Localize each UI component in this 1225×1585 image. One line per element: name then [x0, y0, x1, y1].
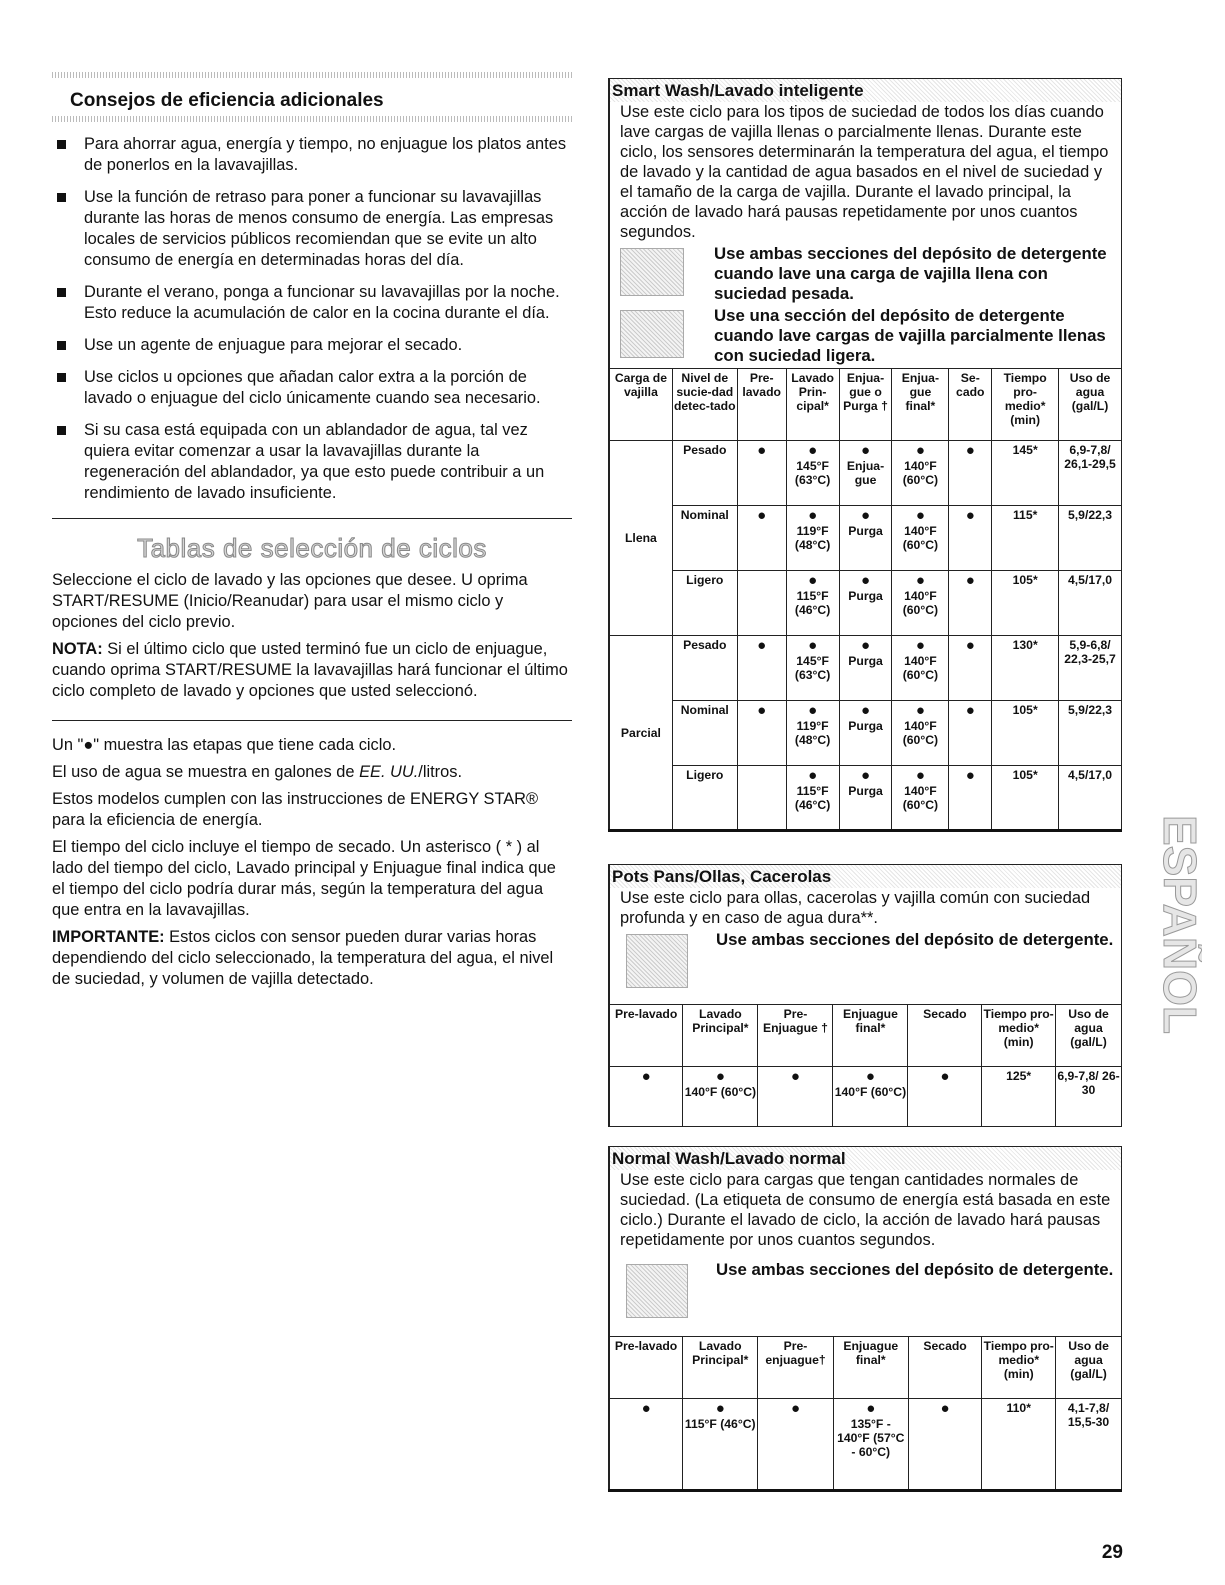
detergent-note — [620, 244, 1115, 304]
temp-value: 140°F (60°C) — [902, 589, 939, 617]
detergent-note-text: Use ambas secciones del depósito de detergente. — [716, 930, 1114, 949]
nota-label: NOTA: — [52, 640, 103, 658]
col-header: Secado — [908, 1337, 982, 1399]
water-use-note — [52, 762, 572, 783]
time-cell: 145* — [992, 441, 1059, 506]
final-cell: ● 140°F (60°C) — [833, 1067, 908, 1127]
dry-cell: ● — [949, 766, 992, 831]
rinse-cell: ● Purga — [839, 636, 892, 701]
temp-value: 140°F (60°C) — [902, 459, 939, 487]
level-cell: Nominal — [672, 506, 737, 571]
col-header: Enjuague final* — [833, 1337, 908, 1399]
detergent-dispenser-icon — [626, 934, 688, 988]
language-label-svg — [1152, 815, 1202, 1065]
pots-pans-table — [608, 1004, 1122, 1127]
col-header: Nivel de sucie-dad detec-tado — [672, 369, 737, 441]
final-cell: ● 140°F (60°C) — [892, 506, 949, 571]
level-cell: Pesado — [672, 441, 737, 506]
prewash-cell: ● — [609, 1399, 683, 1491]
dotted-rule — [52, 116, 572, 122]
rinse-cell: ● Purga — [839, 571, 892, 636]
normal-desc-text: Use este ciclo para cargas que tengan cantidades normales de suciedad. (La etiqueta de consumo de energía está basada en este ciclo.) Durante el lavado de ciclo, la acción de lavado hará pausas repetidamente por unos cuantos segundos. — [620, 1171, 1111, 1249]
prewash-cell: ● — [737, 506, 786, 571]
pots-pans-description — [608, 888, 1122, 1004]
rinse-value: Purga — [848, 524, 883, 538]
smart-wash-table — [608, 368, 1122, 832]
dry-cell: ● — [908, 1067, 982, 1127]
water-use-em: EE. UU. — [359, 763, 419, 781]
smart-wash-desc-text: Use este ciclo para los tipos de suciedad de todos los días cuando lave cargas de vajilla llenas o parcialmente llenas. Durante este ciclo, los sensores determinarán la temperatura del agua, el tiempo de lavado y la cantidad de agua basados en el nivel de suciedad y el tamaño de la carga de vajilla. Durante el lavado principal, la acción de lavado hará pausas repetidamente por unos cuantos segundos. — [620, 103, 1109, 241]
divider — [52, 720, 572, 721]
water-use-text-end: /litros. — [418, 763, 462, 781]
col-header: Lavado Principal* — [683, 1005, 758, 1067]
col-header: Enjuague final* — [833, 1005, 908, 1067]
time-cell: 125* — [982, 1067, 1056, 1127]
page-number: 29 — [1101, 1542, 1123, 1563]
col-header: Pre-enjuague† — [758, 1337, 834, 1399]
importante-text: Estos ciclos con sensor pueden durar varias horas dependiendo del ciclo seleccionado, la temperatura del agua, el nivel de suciedad, y volumen de vajilla detectado. — [52, 928, 554, 988]
mainwash-cell: ● 145°F (63°C) — [786, 636, 839, 701]
col-header: Uso de agua (gal/L) — [1059, 369, 1122, 441]
rinse-value: Purga — [848, 654, 883, 668]
water-cell: 6,9-7,8/ 26-30 — [1056, 1067, 1122, 1127]
prewash-cell: ● — [609, 1067, 683, 1127]
efficiency-tips-list — [52, 134, 572, 504]
temp-value: 140°F (60°C) — [902, 719, 939, 747]
rinse-cell: ● Enjua-gue — [839, 441, 892, 506]
prewash-cell: ● — [737, 441, 786, 506]
water-cell: 6,9-7,8/ 26,1-29,5 — [1059, 441, 1122, 506]
final-cell: ● 140°F (60°C) — [892, 701, 949, 766]
col-header: Lavado Principal* — [683, 1337, 758, 1399]
time-cell: 115* — [992, 506, 1059, 571]
level-cell: Pesado — [672, 636, 737, 701]
dry-cell: ● — [949, 506, 992, 571]
mainwash-cell: ● 115°F (46°C) — [786, 571, 839, 636]
table-row — [609, 766, 1122, 831]
normal-wash-table — [608, 1336, 1122, 1492]
dry-cell: ● — [908, 1399, 982, 1491]
level-cell: Ligero — [672, 766, 737, 831]
dry-cell: ● — [949, 571, 992, 636]
water-cell: 5,9/22,3 — [1059, 506, 1122, 571]
col-header: Enjua-gue o Purga † — [839, 369, 892, 441]
time-cell: 105* — [992, 766, 1059, 831]
water-cell: 5,9-6,8/ 22,3-25,7 — [1059, 636, 1122, 701]
final-cell: ● 140°F (60°C) — [892, 636, 949, 701]
table-row — [609, 506, 1122, 571]
tip-item: Use un agente de enjuague para mejorar el secado. — [52, 335, 572, 356]
col-header: Tiempo pro-medio* (min) — [982, 1005, 1056, 1067]
dry-cell: ● — [949, 701, 992, 766]
temp-value: 115°F (46°C) — [794, 589, 831, 617]
col-header: Pre-lavado — [609, 1005, 683, 1067]
rinse-value: Enjua-gue — [846, 459, 885, 487]
tip-item: Si su casa está equipada con un ablandador de agua, tal vez quiera evitar comenzar a usar la lavavajillas durante la regeneración del ablandador, ya que esto puede contribuir a un rendimiento de lavado insuficiente. — [52, 420, 572, 504]
cycle-tables-title: Tablas de selección de ciclos — [137, 533, 487, 563]
smart-wash-section — [608, 78, 1122, 832]
time-cell: 110* — [982, 1399, 1056, 1491]
time-cell: 130* — [992, 636, 1059, 701]
detergent-dispenser-icon — [620, 248, 684, 296]
energy-star-note: Estos modelos cumplen con las instrucciones de ENERGY STAR® para la eficiencia de energía. — [52, 790, 539, 829]
tip-item: Durante el verano, ponga a funcionar su lavavajillas por la noche. Esto reduce la acumulación de calor en la cocina durante el día. — [52, 282, 572, 324]
tip-item: Para ahorrar agua, energía y tiempo, no enjuague los platos antes de ponerlos en la lavavajillas. — [52, 134, 572, 176]
mainwash-cell: ● 145°F (63°C) — [786, 441, 839, 506]
time-cell: 105* — [992, 701, 1059, 766]
temp-value: 119°F (48°C) — [794, 524, 831, 552]
mainwash-cell: ● 119°F (48°C) — [786, 506, 839, 571]
col-header: Pre-lavado — [609, 1337, 683, 1399]
detergent-note-text: Use ambas secciones del depósito de detergente. — [716, 1260, 1114, 1279]
level-cell: Ligero — [672, 571, 737, 636]
dry-cell: ● — [949, 636, 992, 701]
time-cell: 105* — [992, 571, 1059, 636]
temp-value: 140°F (60°C) — [834, 1085, 907, 1099]
load-cell: Llena — [609, 441, 672, 636]
col-header: Uso de agua (gal/L) — [1056, 1005, 1122, 1067]
smart-wash-title: Smart Wash/Lavado inteligente — [608, 78, 1122, 102]
prewash-cell — [737, 571, 786, 636]
prerinse-cell: ● — [758, 1067, 833, 1127]
efficiency-heading: Consejos de eficiencia adicionales — [70, 90, 384, 111]
final-cell: ● 140°F (60°C) — [892, 766, 949, 831]
detergent-note — [620, 1260, 1115, 1318]
prewash-cell — [737, 766, 786, 831]
table-row — [609, 1399, 1122, 1491]
normal-wash-section — [608, 1146, 1122, 1492]
intro-paragraph: Seleccione el ciclo de lavado y las opciones que desee. U oprima START/RESUME (Inicio/Reanudar) para usar el mismo ciclo y opciones del ciclo previo. — [52, 571, 528, 631]
dry-cell: ● — [949, 441, 992, 506]
detergent-note — [620, 306, 1115, 366]
divider — [52, 518, 572, 519]
final-cell: ● 135°F - 140°F (57°C - 60°C) — [833, 1399, 908, 1491]
final-cell: ● 140°F (60°C) — [892, 571, 949, 636]
tip-item: Use la función de retraso para poner a funcionar su lavavajillas durante las horas de menos consumo de energía. Las empresas locales de servicios públicos recomiendan que se evite un alto consumo de energía en determinadas horas del día. — [52, 187, 572, 271]
detergent-dispenser-icon — [620, 310, 684, 358]
col-header: Pre-Enjuague † — [758, 1005, 833, 1067]
importante-label: IMPORTANTE: — [52, 928, 165, 946]
mainwash-cell: ● 140°F (60°C) — [683, 1067, 758, 1127]
water-use-text: El uso de agua se muestra en galones de — [52, 763, 360, 781]
table-row — [609, 1067, 1122, 1127]
detergent-note-text: Use ambas secciones del depósito de detergente cuando lave una carga de vajilla llena con suciedad pesada. — [714, 244, 1107, 303]
col-header: Uso de agua (gal/L) — [1056, 1337, 1122, 1399]
col-header: Se-cado — [949, 369, 992, 441]
temp-value: 135°F - 140°F (57°C - 60°C) — [837, 1417, 905, 1459]
mainwash-cell: ● 115°F (46°C) — [786, 766, 839, 831]
prewash-cell: ● — [737, 701, 786, 766]
table-row — [609, 571, 1122, 636]
col-header: Tiempo pro-medio* (min) — [982, 1337, 1056, 1399]
detergent-note — [620, 930, 1115, 988]
level-cell: Nominal — [672, 701, 737, 766]
col-header: Pre-lavado — [737, 369, 786, 441]
col-header: Carga de vajilla — [609, 369, 672, 441]
language-side-label — [1152, 815, 1202, 1065]
rinse-value: Purga — [848, 589, 883, 603]
rinse-cell: ● Purga — [839, 766, 892, 831]
rinse-cell: ● Purga — [839, 506, 892, 571]
pots-pans-section — [608, 864, 1122, 1127]
prewash-cell: ● — [737, 636, 786, 701]
normal-wash-title: Normal Wash/Lavado normal — [608, 1146, 1122, 1170]
col-header: Enjua-gue final* — [892, 369, 949, 441]
water-cell: 5,9/22,3 — [1059, 701, 1122, 766]
table-row — [609, 441, 1122, 506]
nota-text: Si el último ciclo que usted terminó fue un ciclo de enjuague, cuando oprima START/RESUME la lavavajillas hará funcionar el último ciclo completo de lavado y opciones que usted seleccionó. — [52, 640, 568, 700]
load-cell: Parcial — [609, 636, 672, 831]
table-row — [609, 701, 1122, 766]
water-cell: 4,5/17,0 — [1059, 571, 1122, 636]
normal-wash-description — [608, 1170, 1122, 1336]
col-header: Lavado Prin-cipal* — [786, 369, 839, 441]
language-label-text: ESPAÑOL — [1154, 815, 1202, 1034]
temp-value: 140°F (60°C) — [902, 654, 939, 682]
left-column — [52, 72, 572, 996]
temp-value: 140°F (60°C) — [902, 524, 939, 552]
temp-value: 119°F (48°C) — [794, 719, 831, 747]
water-cell: 4,5/17,0 — [1059, 766, 1122, 831]
water-cell: 4,1-7,8/ 15,5-30 — [1056, 1399, 1122, 1491]
final-cell: ● 140°F (60°C) — [892, 441, 949, 506]
temp-value: 140°F (60°C) — [684, 1085, 757, 1099]
prerinse-cell: ● — [758, 1399, 834, 1491]
rinse-value: Purga — [848, 719, 883, 733]
temp-value: 115°F (46°C) — [794, 784, 831, 812]
temp-value: 145°F (63°C) — [794, 459, 831, 487]
table-row — [609, 636, 1122, 701]
rinse-value: Purga — [848, 784, 883, 798]
bullet-legend: Un "●" muestra las etapas que tiene cada ciclo. — [52, 736, 397, 754]
detergent-dispenser-icon — [626, 1264, 688, 1318]
detergent-note-text: Use una sección del depósito de detergente cuando lave cargas de vajilla parcialmente llenas con suciedad ligera. — [714, 306, 1106, 365]
importante-paragraph — [52, 927, 572, 990]
smart-wash-description — [608, 102, 1122, 368]
tip-item: Use ciclos u opciones que añadan calor extra a la porción de lavado o enjuague del ciclo únicamente cuando sea necesario. — [52, 367, 572, 409]
pots-pans-title: Pots Pans/Ollas, Cacerolas — [608, 864, 1122, 888]
nota-paragraph — [52, 639, 572, 702]
mainwash-cell: ● 119°F (48°C) — [786, 701, 839, 766]
col-header: Secado — [908, 1005, 982, 1067]
temp-value: 115°F (46°C) — [684, 1417, 756, 1431]
mainwash-cell: ● 115°F (46°C) — [683, 1399, 758, 1491]
pots-desc-text: Use este ciclo para ollas, cacerolas y vajilla común con suciedad profunda y en caso de agua dura**. — [620, 889, 1091, 927]
asterisk-note: El tiempo del ciclo incluye el tiempo de secado. Un asterisco ( * ) al lado del tiempo del ciclo, Lavado principal y Enjuague final indica que el tiempo del ciclo podría durar más, según la temperatura del agua que entra en la lavavajillas. — [52, 838, 556, 919]
temp-value: 145°F (63°C) — [794, 654, 831, 682]
rinse-cell: ● Purga — [839, 701, 892, 766]
temp-value: 140°F (60°C) — [902, 784, 939, 812]
col-header: Tiempo pro-medio* (min) — [992, 369, 1059, 441]
